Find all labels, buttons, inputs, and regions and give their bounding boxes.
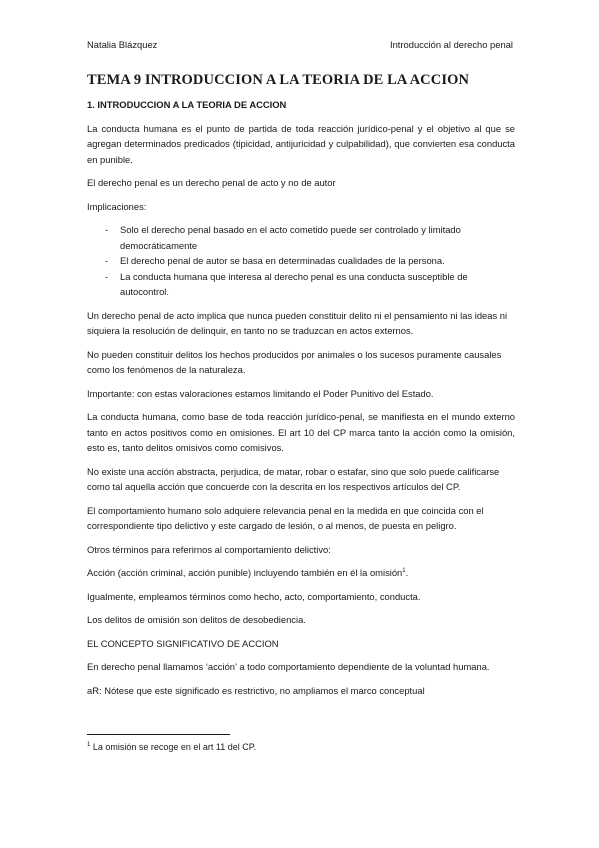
footnote-divider (87, 734, 230, 735)
paragraph: Los delitos de omisión son delitos de desobediencia. (87, 614, 306, 625)
paragraph-with-footnote (87, 565, 515, 581)
section-heading: 1. INTRODUCCION A LA TEORIA DE ACCION (87, 99, 287, 110)
footnote-reference[interactable]: 1 (402, 567, 406, 574)
paragraph-period: . (405, 567, 409, 578)
paragraph: Otros términos para referirnos al comportamiento delictivo: (87, 543, 331, 555)
paragraph: La conducta humana, como base de toda reacción jurídico-penal, se manifiesta en el mundo externo tanto en actos positivos como en omisiones. El art 10 del CP marca tanto la acción como la omisión, esto es, tanto delitos omisivos como comisivos. (87, 411, 515, 453)
implications-list (87, 222, 515, 300)
list-item: - La conducta humana que interesa al derecho penal es una conducta susceptible de autocontrol. (87, 269, 515, 300)
subsection-heading: EL CONCEPTO SIGNIFICATIVO DE ACCION (87, 637, 279, 649)
paragraph: Un derecho penal de acto implica que nunca pueden constituir delito ni el pensamiento ni las ideas ni siquiera la resolución de delinquir, en tanto no se traduzcan en actos externos. (87, 309, 508, 336)
footnote (87, 740, 256, 756)
paragraph: El derecho penal es un derecho penal de acto y no de autor (87, 177, 336, 188)
paragraph: aR: Nótese que este significado es restrictivo, no ampliamos el marco conceptual (87, 684, 425, 696)
paragraph: Importante: con estas valoraciones estamos limitando el Poder Punitivo del Estado. (87, 387, 434, 399)
paragraph: En derecho penal llamamos ‘acción’ a todo comportamiento dependiente de la voluntad humana. (87, 661, 490, 672)
footnote-text: La omisión se recoge en el art 11 del CP. (90, 742, 257, 752)
paragraph: Implicaciones: (87, 200, 147, 212)
list-item: - El derecho penal de autor se basa en determinadas cualidades de la persona. (87, 253, 515, 269)
paragraph: La conducta humana es el punto de partida de toda reacción jurídico-penal y el objetivo al que se agregan determinados predicados (tipicidad, antijuricidad y culpabilidad), que convierten esa conducta en punible. (87, 122, 515, 165)
footnote-mark: 1 (87, 742, 91, 748)
paragraph: No existe una acción abstracta, perjudica, de matar, robar o estafar, sino que solo puede calificarse como tal aquella acción que concuerde con la descrita en los respectivos artículos del CP. (87, 465, 500, 492)
paragraph: No pueden constituir delitos los hechos producidos por animales o los sucesos puramente causales como los fenómenos de la naturaleza. (87, 348, 502, 375)
header-author: Natalia Blázquez (87, 39, 158, 50)
page-title: TEMA 9 INTRODUCCION A LA TEORIA DE LA ACCION (87, 72, 470, 88)
paragraph: Igualmente, empleamos términos como hecho, acto, comportamiento, conducta. (87, 590, 421, 602)
paragraph: El comportamiento humano solo adquiere relevancia penal en la medida en que coincida con el correspondiente tipo delictivo y este cargado de lesión, o al menos, de puesta en peligro. (87, 504, 484, 531)
page-body (87, 71, 515, 706)
header-course: Introducción al derecho penal (389, 39, 513, 50)
list-item: - Solo el derecho penal basado en el acto cometido puede ser controlado y limitado democráticamente (87, 222, 515, 253)
paragraph-text: Acción (acción criminal, acción punible) incluyendo también en él la omisión (87, 567, 403, 578)
